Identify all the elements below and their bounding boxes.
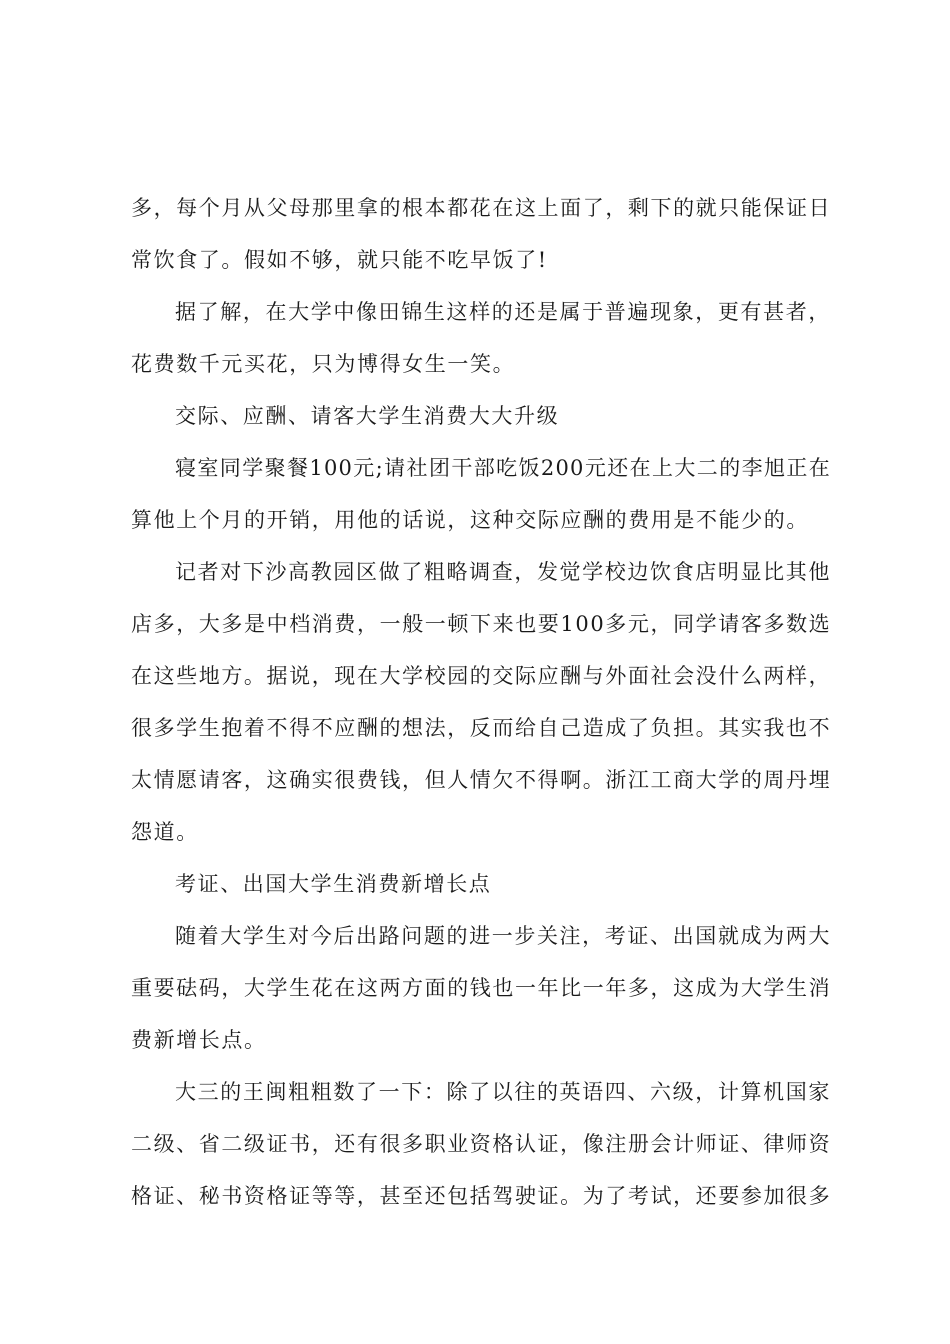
paragraph-8: [131, 1066, 831, 1222]
text-line: 多，每个月从父母那里拿的根本都花在这上面了，剩下的就只能保证日: [131, 196, 831, 220]
document-body: [131, 182, 831, 1222]
section-heading-social: [131, 390, 831, 442]
text-line: 在这些地方。据说，现在大学校园的交际应酬与外面社会没什么两样，: [131, 664, 831, 688]
text-line: 寝室同学聚餐100元;请社团干部吃饭200元还在上大二的李旭正在: [175, 456, 831, 480]
text-line: 很多学生抱着不得不应酬的想法，反而给自己造成了负担。其实我也不: [131, 716, 831, 740]
text-line: 大三的王闽粗粗数了一下：除了以往的英语四、六级，计算机国家: [175, 1080, 831, 1104]
text-line: 重要砝码，大学生花在这两方面的钱也一年比一年多，这成为大学生消: [131, 976, 831, 1000]
text-line: 算他上个月的开销，用他的话说，这种交际应酬的费用是不能少的。: [131, 508, 809, 532]
text-line: 花费数千元买花，只为博得女生一笑。: [131, 352, 516, 376]
text-line: 随着大学生对今后出路问题的进一步关注，考证、出国就成为两大: [175, 924, 831, 948]
text-line: 记者对下沙高教园区做了粗略调查，发觉学校边饮食店明显比其他: [175, 560, 831, 584]
paragraph-5: [131, 546, 831, 858]
paragraph-7: [131, 910, 831, 1066]
text-line: 常饮食了。假如不够，就只能不吃早饭了!: [131, 248, 548, 272]
paragraph-2: [131, 286, 831, 390]
text-line: 考证、出国大学生消费新增长点: [175, 872, 492, 896]
text-line: 二级、省二级证书，还有很多职业资格认证，像注册会计师证、律师资: [131, 1132, 831, 1156]
text-line: 店多，大多是中档消费，一般一顿下来也要100多元，同学请客多数选: [131, 612, 832, 636]
text-line: 据了解，在大学中像田锦生这样的还是属于普遍现象，更有甚者，: [175, 300, 831, 324]
section-heading-exams: [131, 858, 831, 910]
text-line: 怨道。: [131, 820, 199, 844]
text-line: 格证、秘书资格证等等，甚至还包括驾驶证。为了考试，还要参加很多: [131, 1184, 831, 1208]
paragraph-4: [131, 442, 831, 546]
text-line: 交际、应酬、请客大学生消费大大升级: [175, 404, 560, 428]
text-line: 太情愿请客，这确实很费钱，但人情欠不得啊。浙江工商大学的周丹埋: [131, 768, 831, 792]
paragraph-1: [131, 182, 831, 286]
text-line: 费新增长点。: [131, 1028, 267, 1052]
